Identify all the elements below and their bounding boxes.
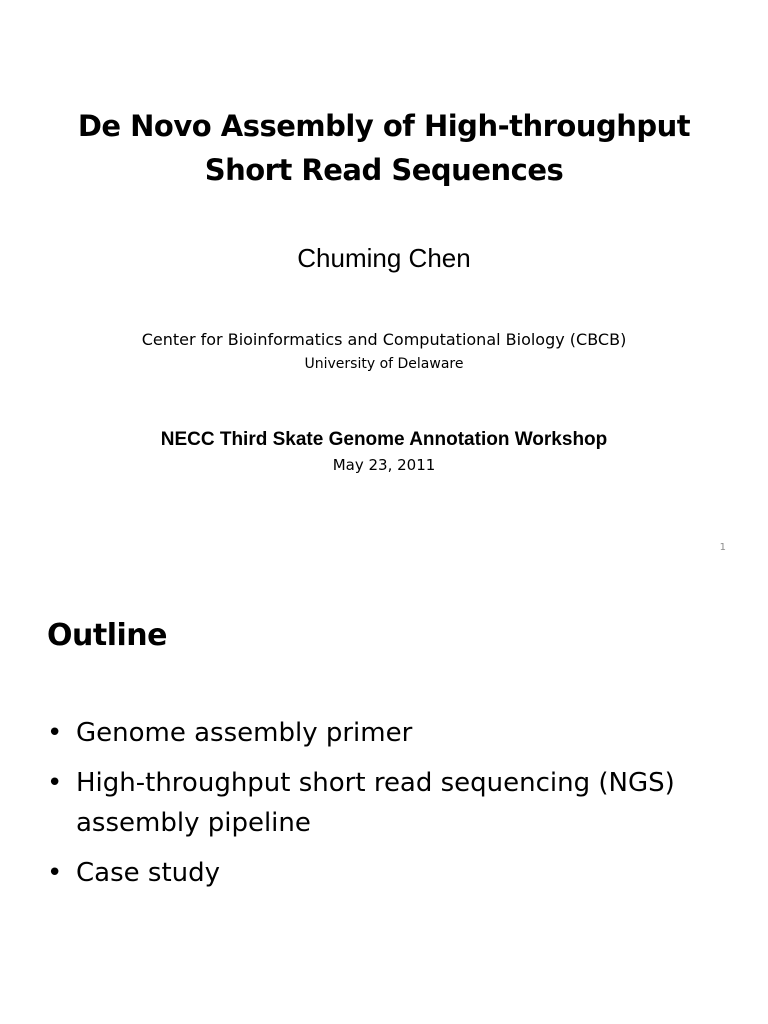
bullet-icon: • [47, 718, 63, 748]
list-item-text: Genome assembly primer [76, 718, 413, 748]
slide-title-line-1: De Novo Assembly of High-throughput [77, 109, 691, 143]
list-item [47, 763, 747, 843]
list-item [47, 713, 747, 753]
list-item-text: High-throughput short read sequencing (NGS) assembly pipeline [76, 768, 675, 838]
outline-heading: Outline [47, 618, 167, 653]
bullet-icon: • [47, 858, 63, 888]
slide-title-line-2: Short Read Sequences [204, 153, 564, 187]
outline-slide [0, 576, 768, 1024]
workshop-name: NECC Third Skate Genome Annotation Workshop [160, 429, 608, 450]
affiliation: Center for Bioinformatics and Computational Biology (CBCB) [141, 330, 627, 349]
list-item-text: Case study [76, 858, 221, 888]
bullet-icon: • [47, 768, 63, 798]
page-number: 1 [719, 542, 726, 553]
presentation-date: May 23, 2011 [332, 456, 436, 474]
slide-title [0, 104, 768, 192]
university: University of Delaware [304, 356, 464, 372]
author-name: Chuming Chen [297, 243, 471, 273]
outline-list [47, 713, 747, 903]
list-item [47, 853, 747, 893]
